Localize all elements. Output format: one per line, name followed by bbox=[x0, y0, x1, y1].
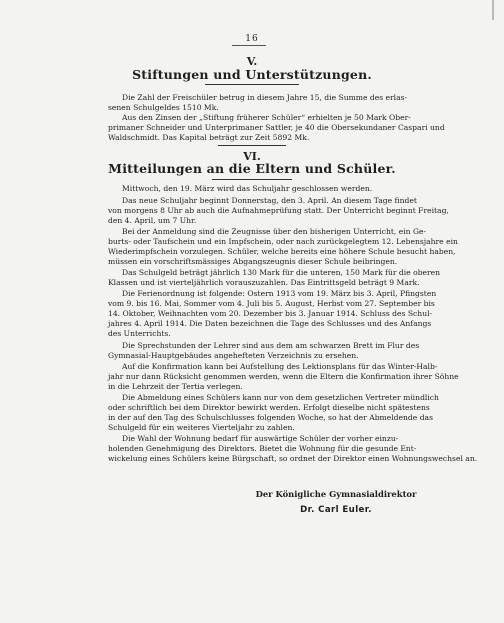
section-6-paragraph-5 bbox=[108, 289, 437, 339]
text-line: Gymnasial-Hauptgebäudes angehefteten Verzeichnis zu ersehen. bbox=[108, 351, 359, 360]
text-line: primaner Schneider und Unterprimaner Sattler, je 40 die Obersekundaner Caspari und bbox=[108, 123, 445, 132]
signature-name: Dr. Carl Euler. bbox=[300, 505, 372, 515]
section-6-paragraph-7 bbox=[108, 362, 459, 392]
text-line: des Unterrichts. bbox=[108, 329, 171, 338]
signature-title: Der Königliche Gymnasialdirektor bbox=[255, 489, 417, 499]
text-line: Mittwoch, den 19. März wird das Schuljahr geschlossen werden. bbox=[122, 184, 373, 193]
text-line: Die Wahl der Wohnung bedarf für auswärtige Schüler der vorher einzu- bbox=[122, 434, 399, 443]
text-line: Aus den Zinsen der „Stiftung früherer Schüler“ erhielten je 50 Mark Ober- bbox=[122, 113, 411, 122]
section-6-number: VI. bbox=[243, 150, 261, 163]
page-number: 16 bbox=[245, 34, 259, 44]
section-divider bbox=[218, 145, 286, 146]
text-line: Die Zahl der Freischüler betrug in diesem Jahre 15, die Summe des erlas- bbox=[122, 93, 408, 102]
section-6-paragraph-6 bbox=[108, 341, 428, 361]
text-line: Die Abmeldung eines Schülers kann nur von dem gesetzlichen Vertreter mündlich bbox=[122, 393, 439, 402]
text-line: Klassen und ist vierteljährlich vorauszuzahlen. Das Eintrittsgeld beträgt 9 Mark. bbox=[108, 278, 420, 287]
text-line: jahres 4. April 1914. Die Daten bezeichnen die Tage des Schlusses und des Anfangs bbox=[108, 319, 432, 328]
text-line: 14. Oktober, Weihnachten vom 20. Dezember bis 3. Januar 1914. Schluss des Schul- bbox=[108, 309, 433, 318]
text-line: senen Schulgeldes 1510 Mk. bbox=[108, 103, 219, 112]
text-line: Schulgeld für ein weiteres Vierteljahr zu zahlen. bbox=[108, 423, 295, 432]
text-line: holenden Genehmigung des Direktors. Bietet die Wohnung für die gesunde Ent- bbox=[108, 444, 417, 453]
section-5-title: Stiftungen und Unterstützungen. bbox=[132, 67, 372, 82]
section-6-title-rule bbox=[212, 179, 292, 180]
text-line: wickelung eines Schülers keine Bürgschaft, so ordnet der Direktor einen Wohnungswechsel an. bbox=[108, 454, 478, 463]
text-line: vom 9. bis 16. Mai, Sommer vom 4. Juli bis 5. August, Herbst vom 27. September bis bbox=[108, 299, 435, 308]
page-number-rule bbox=[232, 45, 266, 46]
text-line: Das neue Schuljahr beginnt Donnerstag, den 3. April. An diesem Tage findet bbox=[122, 196, 417, 205]
text-line: müssen ein vorschriftsmässiges Abgangszeugnis dieser Schule beibringen. bbox=[108, 257, 398, 266]
text-line: den 4. April, um 7 Uhr. bbox=[108, 216, 197, 225]
text-line: jahr nur dann Rücksicht genommen werden, wenn die Eltern die Konfirmation ihrer Söhne bbox=[108, 372, 459, 381]
section-5-paragraph-2 bbox=[108, 113, 445, 143]
section-5-number: V. bbox=[246, 55, 258, 68]
text-line: Auf die Konfirmation kann bei Aufstellung des Lektionsplans für das Winter-Halb- bbox=[122, 362, 438, 371]
text-line: Waldschmidt. Das Kapital beträgt zur Zeit 5892 Mk. bbox=[108, 133, 310, 142]
section-6-paragraph-4 bbox=[108, 268, 441, 288]
section-6-paragraph-9 bbox=[108, 434, 478, 464]
text-line: Das Schulgeld beträgt jährlich 130 Mark für die unteren, 150 Mark für die oberen bbox=[122, 268, 441, 277]
text-line: Die Sprechstunden der Lehrer sind aus dem am schwarzen Brett im Flur des bbox=[122, 341, 420, 350]
section-5-title-rule bbox=[205, 84, 299, 85]
text-line: Bei der Anmeldung sind die Zeugnisse über den bisherigen Unterricht, ein Ge- bbox=[122, 227, 427, 236]
text-line: in der auf den Tag des Schulschlusses folgenden Woche, so hat der Abmeldende das bbox=[108, 413, 433, 422]
text-line: Die Ferienordnung ist folgende: Ostern 1913 vom 19. März bis 3. April, Pfingsten bbox=[122, 289, 437, 298]
text-line: in die Lehrzeit der Tertia verlegen. bbox=[108, 382, 243, 391]
text-line: Wiederimpfschein vorzulegen. Schüler, welche bereits eine höhere Schule besucht haben, bbox=[108, 247, 456, 256]
section-6-paragraph-1 bbox=[108, 184, 428, 194]
section-5-paragraph-1 bbox=[108, 93, 428, 113]
text-line: von morgens 8 Uhr ab auch die Aufnahmeprüfung statt. Der Unterricht beginnt Freitag, bbox=[108, 206, 449, 215]
section-6-title: Mitteilungen an die Eltern und Schüler. bbox=[108, 161, 396, 176]
section-6-paragraph-3 bbox=[108, 227, 458, 267]
text-line: burts- oder Taufschein und ein Impfschein, oder nach zurückgelegtem 12. Lebensjahre ein bbox=[108, 237, 458, 246]
text-line: oder schriftlich bei dem Direktor bewirkt werden. Erfolgt dieselbe nicht spätestens bbox=[108, 403, 430, 412]
page-edge-mark bbox=[492, 0, 494, 20]
section-6-paragraph-2 bbox=[108, 196, 449, 226]
section-6-paragraph-8 bbox=[108, 393, 439, 433]
